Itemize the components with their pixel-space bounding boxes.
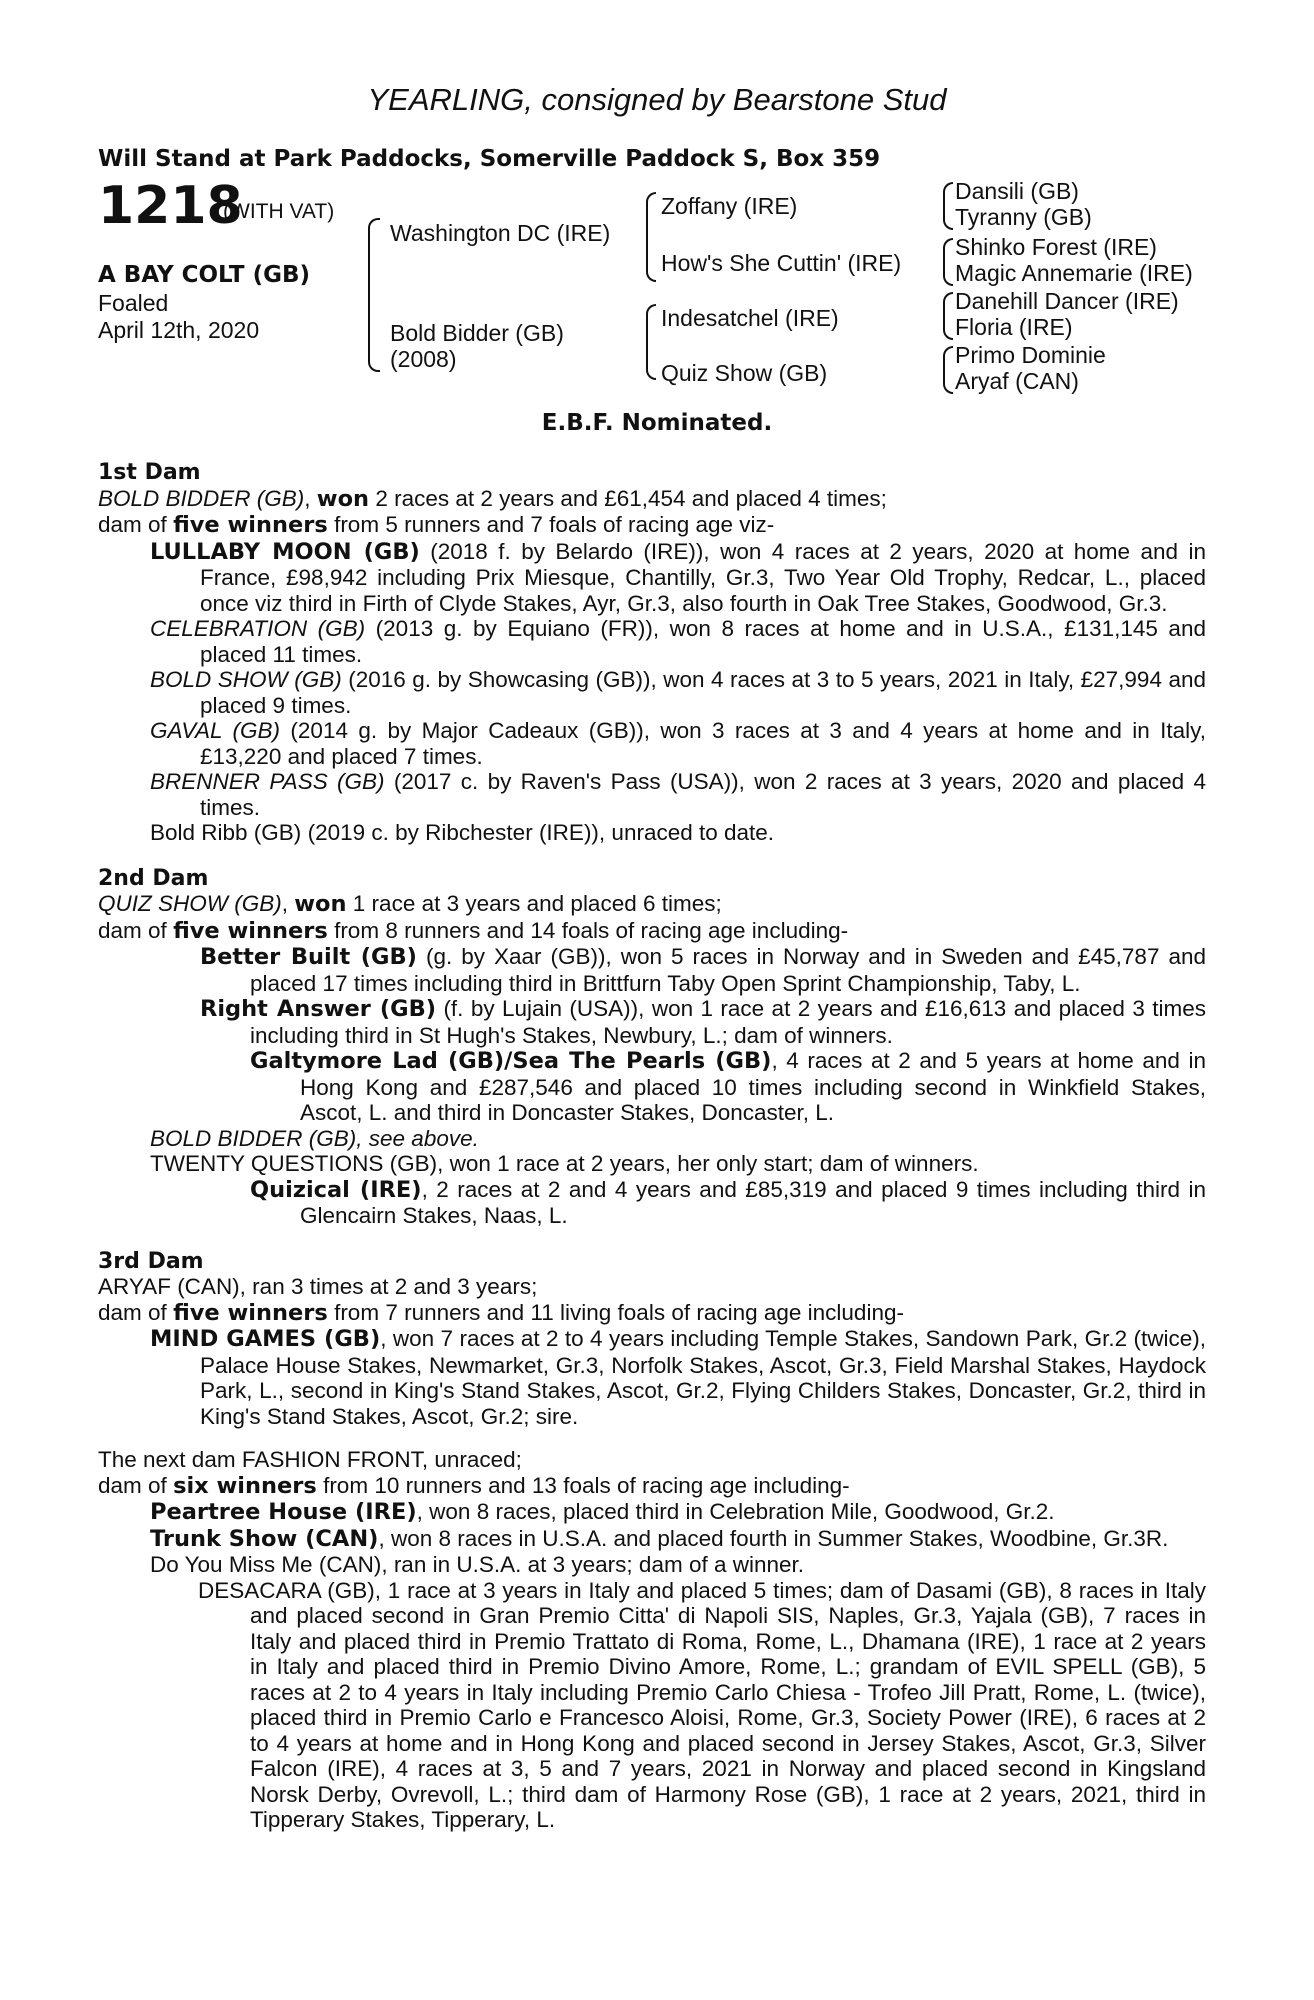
- progeny-name: Better Built (GB): [200, 944, 417, 970]
- progeny-text: (g. by Xaar (GB)), won 5 races in Norway and in Sweden and £45,787 and placed 17 times including third in Brittfurn Taby Open Sprint Championship, Taby, L.: [250, 944, 1206, 996]
- pedigree-brace: [943, 346, 953, 394]
- pedigree-sire: Washington DC (IRE): [390, 220, 611, 246]
- pedigree-dam-dam: Quiz Show (GB): [661, 360, 828, 386]
- progeny-name: GAVAL (GB): [150, 718, 281, 743]
- pedigree-dsd: Floria (IRE): [955, 314, 1073, 340]
- next-dam-produce: [98, 1473, 1206, 1500]
- progeny-entry: [98, 820, 1206, 846]
- progeny-entry: [98, 539, 1206, 617]
- dam-of-label: dam of: [98, 1472, 167, 1498]
- progeny-entry: [98, 616, 1206, 667]
- dam-record-text: 1 race at 3 years and placed 6 times;: [352, 891, 722, 916]
- progeny-text: , won 8 races in U.S.A. and placed fourth in Summer Stakes, Woodbine, Gr.3R.: [378, 1525, 1169, 1551]
- pedigree-dds: Primo Dominie: [955, 342, 1106, 368]
- progeny-text: TWENTY QUESTIONS (GB), won 1 race at 2 years, her only start; dam of winners.: [150, 1151, 979, 1176]
- won-label: won: [294, 891, 347, 917]
- dam-of-label: dam of: [98, 1299, 167, 1325]
- second-dam-record: QUIZ SHOW (GB), won 1 race at 3 years and placed 6 times;: [98, 891, 722, 917]
- pedigree-brace: [646, 192, 656, 282]
- progeny-text: , 2 races at 2 and 4 years and £85,319 and placed 9 times including third in Glencairn Stakes, Naas, L.: [300, 1176, 1206, 1228]
- progeny-entry: [98, 667, 1206, 718]
- vat-note: (WITH VAT): [223, 200, 335, 223]
- progeny-text: , won 8 races, placed third in Celebration Mile, Goodwood, Gr.2.: [416, 1499, 1055, 1524]
- progeny-name: Bold Ribb (GB): [150, 820, 302, 845]
- progeny-entry: [98, 1151, 1206, 1177]
- winners-count: five winners: [173, 512, 328, 538]
- progeny-entry: [98, 769, 1206, 820]
- third-dam-record: ARYAF (CAN), ran 3 times at 2 and 3 years;: [98, 1274, 538, 1299]
- progeny-text: (f. by Lujain (USA)), won 1 race at 2 years and £16,613 and placed 3 times including third in St Hugh's Stakes, Newbury, L.; dam of winners.: [250, 996, 1206, 1048]
- consignment-line: YEARLING, consigned by Bearstone Stud: [367, 82, 947, 117]
- spacer: [98, 1429, 1206, 1447]
- winners-count: five winners: [173, 1299, 328, 1326]
- progeny-text: , won 7 races at 2 to 4 years including Temple Stakes, Sandown Park, Gr.2 (twice), Palace House Stakes, Newmarket, Gr.3, Norfolk Stakes, Ascot, Gr.3, Field Marshal Stakes, Haydock Park, L., second in King's Stand Stakes, Ascot, Gr.2, Flying Childers Stakes, Doncaster, Gr.2, third in King's Stand Stakes, Ascot, Gr.2; sire.: [200, 1326, 1207, 1429]
- progeny-entry: [98, 718, 1206, 769]
- foaled-label: Foaled: [98, 290, 169, 316]
- pedigree-dss: Danehill Dancer (IRE): [955, 288, 1179, 314]
- pedigree-brace: [943, 238, 953, 286]
- pedigree-brace: [646, 304, 656, 380]
- progeny-name: Peartree House (IRE): [150, 1499, 417, 1525]
- pedigree-dam: Bold Bidder (GB): [390, 320, 564, 346]
- dam-name: QUIZ SHOW (GB): [98, 891, 282, 916]
- pedigree-ddd: Aryaf (CAN): [955, 368, 1079, 394]
- first-dam-record: BOLD BIDDER (GB), won 2 races at 2 years and £61,454 and placed 4 times;: [98, 485, 887, 512]
- progeny-entry: [98, 1578, 1206, 1833]
- third-dam-heading: 3rd Dam: [98, 1248, 204, 1274]
- first-dam-heading: 1st Dam: [98, 460, 201, 485]
- pedigree-brace: [368, 218, 380, 372]
- dam-name: BOLD BIDDER (GB): [98, 485, 305, 511]
- won-label: won: [316, 485, 370, 512]
- progeny-text: BOLD BIDDER (GB), see above.: [150, 1125, 479, 1151]
- winners-count: five winners: [173, 917, 328, 944]
- third-dam-produce: [98, 1300, 1206, 1327]
- progeny-name: LULLABY MOON (GB): [150, 538, 420, 565]
- progeny-name: Quizical (IRE): [250, 1176, 422, 1203]
- progeny-entry: [98, 996, 1206, 1048]
- progeny-entry: [98, 944, 1206, 996]
- progeny-entry: [98, 1048, 1206, 1126]
- winners-count: six winners: [173, 1472, 317, 1499]
- next-dam-line: The next dam FASHION FRONT, unraced;: [98, 1447, 522, 1472]
- second-dam-produce: [98, 918, 1206, 945]
- dam-of-rest: from 10 runners and 13 foals of racing age including-: [323, 1472, 850, 1498]
- dam-of-rest: from 7 runners and 11 living foals of racing age including-: [334, 1299, 904, 1325]
- progeny-text: (2017 c. by Raven's Pass (USA)), won 2 races at 3 years, 2020 and placed 4 times.: [200, 769, 1206, 820]
- progeny-entry: [98, 1499, 1206, 1526]
- dam-record-text: 2 races at 2 years and £61,454 and placed 4 times;: [375, 485, 887, 511]
- pedigree-dam-year: (2008): [390, 346, 457, 372]
- second-dam-heading: 2nd Dam: [98, 865, 209, 891]
- progeny-text: (2016 g. by Showcasing (GB)), won 4 races at 3 to 5 years, 2021 in Italy, £27,994 and placed 9 times.: [200, 667, 1206, 718]
- pedigree-brace: [943, 182, 953, 230]
- pedigree-dam-sire: Indesatchel (IRE): [661, 305, 839, 331]
- progeny-text: (2019 c. by Ribchester (IRE)), unraced to date.: [307, 820, 775, 845]
- lot-number: 1218: [98, 176, 243, 236]
- pedigree-sire-sire: Zoffany (IRE): [661, 193, 798, 219]
- progeny-text: (2013 g. by Equiano (FR)), won 8 races at home and in U.S.A., £131,145 and placed 11 times.: [200, 616, 1206, 667]
- progeny-name: MIND GAMES (GB): [150, 1326, 381, 1352]
- dam-of-label: dam of: [98, 512, 167, 537]
- progeny-name: Right Answer (GB): [200, 996, 437, 1022]
- progeny-name: CELEBRATION (GB): [150, 616, 366, 641]
- foaled-date: April 12th, 2020: [98, 317, 260, 343]
- progeny-name: Galtymore Lad (GB)/Sea The Pearls (GB): [250, 1048, 772, 1074]
- dam-of-rest: from 5 runners and 7 foals of racing age viz-: [334, 512, 775, 537]
- progeny-entry: [98, 1326, 1206, 1429]
- first-dam-produce: [98, 512, 1206, 539]
- dam-sections: [98, 460, 1206, 1833]
- progeny-entry: [98, 1177, 1206, 1229]
- progeny-text: DESACARA (GB), 1 race at 3 years in Italy and placed 5 times; dam of Dasami (GB), 8 races in Italy and placed second in Gran Premio Citta' di Napoli SIS, Naples, Gr.3, Yajala (GB), 7 races in Italy and placed third in Premio Trattato di Roma, Rome, L., Dhamana (IRE), 1 race at 2 years in Italy and placed third in Premio Divino Amore, Rome, L.; grandam of EVIL SPELL (GB), 5 races at 2 to 4 years in Italy including Premio Carlo Chiesa - Trofeo Jill Pratt, Rome, L. (twice), placed third in Premio Carlo e Francesco Aloisi, Rome, Gr.3, Society Power (IRE), 6 races at 2 to 4 years at home and in Hong Kong and placed second in Jersey Stakes, Ascot, Gr.3, Silver Falcon (IRE), 4 races at 3, 5 and 7 years, 2021 in Norway and placed second in Kingsland Norsk Derby, Ovrevoll, L.; third dam of Harmony Rose (GB), 1 race at 2 years, 2021, third in Tipperary Stakes, Tipperary, L.: [198, 1577, 1206, 1832]
- pedigree-sire-dam: How's She Cuttin' (IRE): [661, 250, 902, 276]
- dam-of-rest: from 8 runners and 14 foals of racing age including-: [334, 917, 849, 943]
- pedigree-sdd: Magic Annemarie (IRE): [955, 260, 1193, 286]
- horse-description: A BAY COLT (GB): [98, 262, 311, 288]
- foaled-info: [98, 290, 259, 344]
- progeny-name: Trunk Show (CAN): [150, 1525, 379, 1552]
- progeny-text: , 4 races at 2 and 5 years at home and in Hong Kong and £287,546 and placed 10 times including second in Winkfield Stakes, Ascot, L. and third in Doncaster Stakes, Doncaster, L.: [300, 1048, 1206, 1125]
- dam-of-label: dam of: [98, 917, 167, 943]
- progeny-name: BRENNER PASS (GB): [150, 769, 385, 794]
- stand-location: Will Stand at Park Paddocks, Somerville Paddock S, Box 359: [98, 146, 881, 172]
- progeny-name: BOLD SHOW (GB): [150, 667, 342, 692]
- progeny-text: (2018 f. by Belardo (IRE)), won 4 races at 2 years, 2020 at home and in France, £98,942 including Prix Miesque, Chantilly, Gr.3, Two Year Old Trophy, Redcar, L., placed once viz third in Firth of Clyde Stakes, Ayr, Gr.3, also fourth in Oak Tree Stakes, Goodwood, Gr.3.: [200, 538, 1206, 616]
- progeny-text: (2014 g. by Major Cadeaux (GB)), won 3 races at 3 and 4 years at home and in Italy, £13,220 and placed 7 times.: [200, 718, 1206, 769]
- pedigree-brace: [943, 292, 953, 340]
- progeny-text: Do You Miss Me (CAN), ran in U.S.A. at 3 years; dam of a winner.: [150, 1552, 805, 1577]
- pedigree-sss: Dansili (GB): [955, 178, 1079, 204]
- ebf-nominated: E.B.F. Nominated.: [541, 410, 773, 436]
- pedigree-ssd: Tyranny (GB): [955, 204, 1092, 230]
- pedigree-sds: Shinko Forest (IRE): [955, 234, 1157, 260]
- progeny-entry: [98, 1552, 1206, 1578]
- progeny-entry: [98, 1126, 1206, 1152]
- progeny-entry: [98, 1526, 1206, 1553]
